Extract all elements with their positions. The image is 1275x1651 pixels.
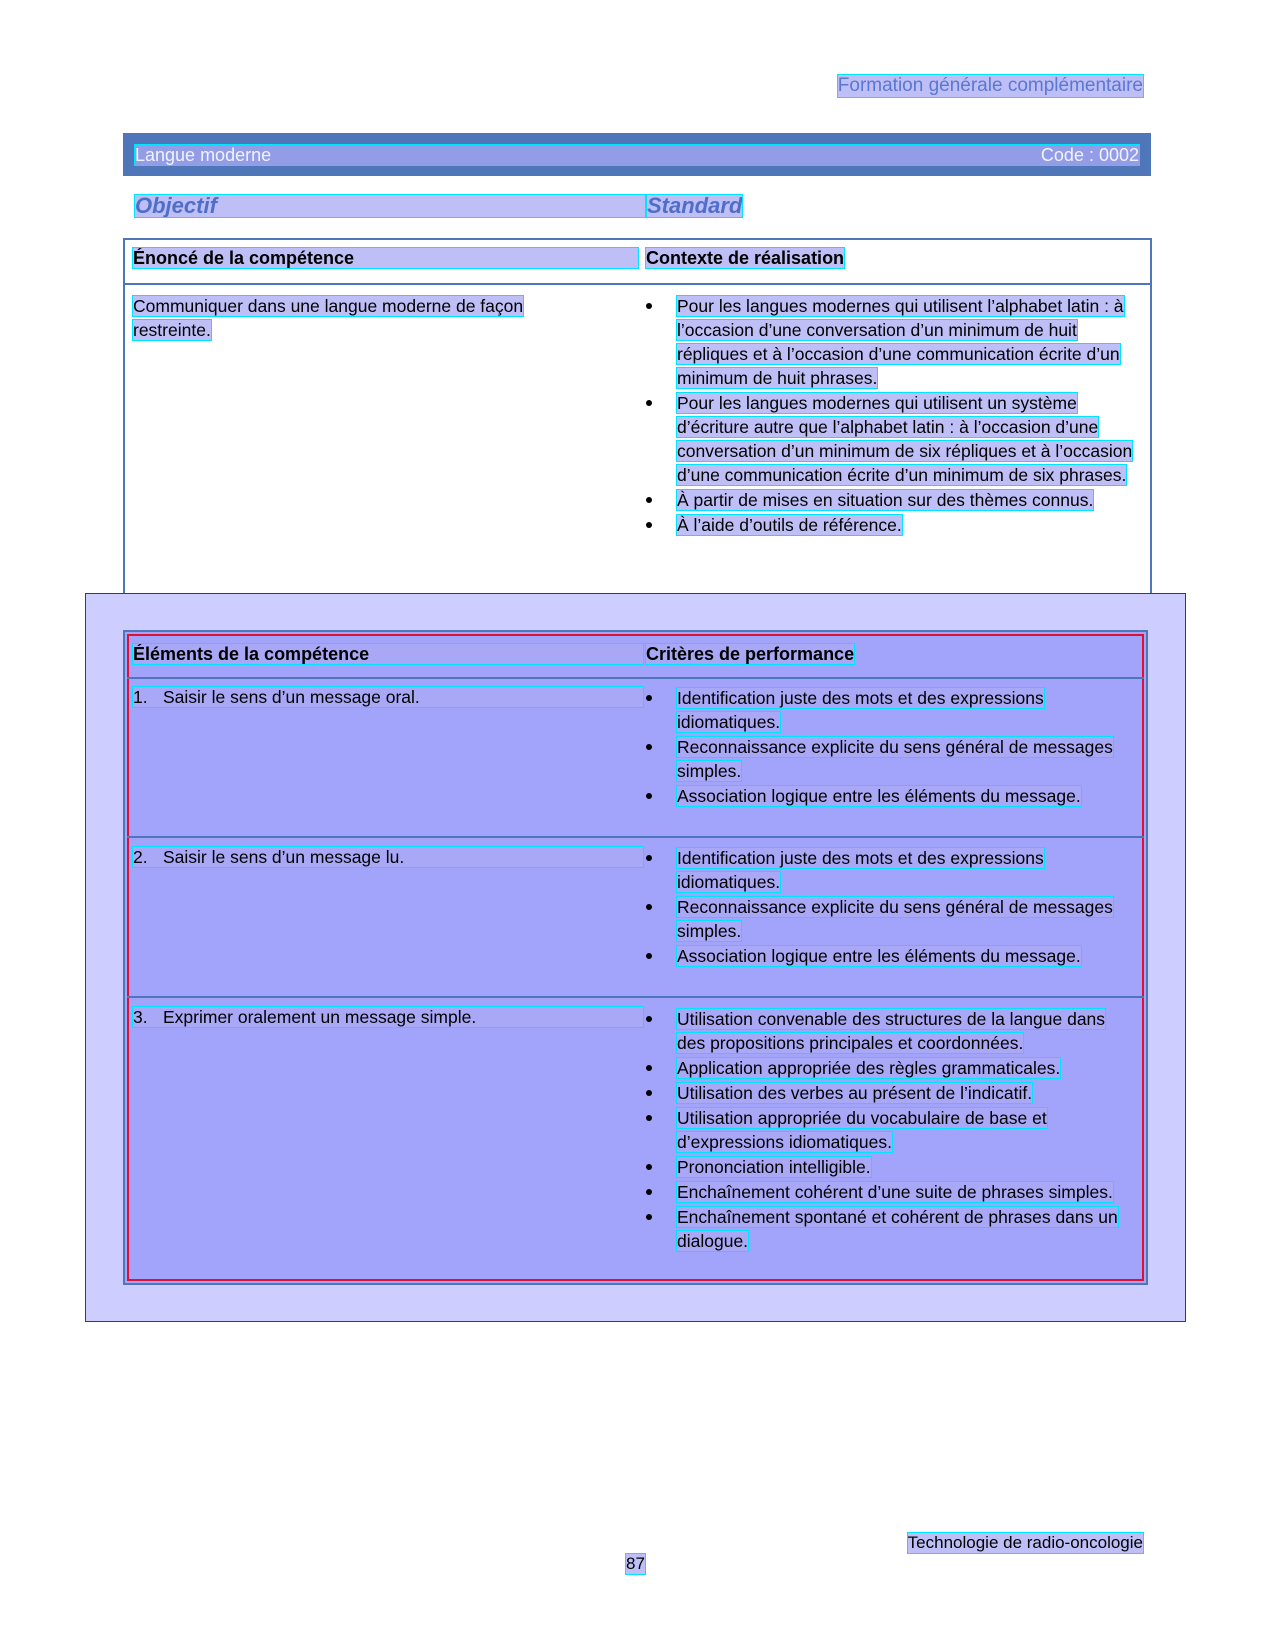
row-divider [127, 996, 1144, 998]
bullet-item [646, 1155, 1136, 1179]
competency-statement: Communiquer dans une langue moderne de façon restreinte. [133, 296, 524, 340]
criteria-list-3 [646, 1007, 1136, 1254]
bullet-text: Pour les langues modernes qui utilisent un système d’écriture autre que l’alphabet latin : à l’occasion d’une conversation d’un minimum de six répliques et à l’occasion d’une communication écrite d’un minimum de six phrases. [677, 393, 1133, 485]
objective-heading: Objectif [135, 195, 645, 217]
bullet-text: Prononciation intelligible. [677, 1157, 871, 1177]
bullet-icon [646, 855, 652, 861]
context-column-header: Contexte de réalisation [646, 248, 845, 268]
page-number: 87 [626, 1554, 645, 1573]
bullet-text: Association logique entre les éléments du message. [677, 946, 1081, 966]
bullet-text: Identification juste des mots et des expressions idiomatiques. [677, 848, 1044, 892]
bullet-icon [646, 400, 652, 406]
subject-label: Langue moderne [135, 145, 1139, 165]
bullet-item [646, 294, 1141, 390]
bullet-text: Utilisation appropriée du vocabulaire de base et d’expressions idiomatiques. [677, 1108, 1047, 1152]
bullet-item [646, 391, 1141, 487]
bullet-text: À partir de mises en situation sur des thèmes connus. [677, 490, 1094, 510]
bullet-text: Application appropriée des règles grammaticales. [677, 1058, 1061, 1078]
code-label: Code : 0002 [1040, 145, 1139, 165]
bullet-icon [646, 695, 652, 701]
bullet-text: Pour les langues modernes qui utilisent l’alphabet latin : à l’occasion d’une conversation d’un minimum de huit répliques et à l’occasion d’une communication écrite d’un minimum de huit phrases. [677, 296, 1124, 388]
bullet-item [646, 1007, 1136, 1055]
footer-program-title: Technologie de radio-oncologie [907, 1533, 1143, 1552]
bullet-icon [646, 953, 652, 959]
bullet-item [646, 895, 1131, 943]
bullet-icon [646, 303, 652, 309]
bullet-text: Enchaînement cohérent d’une suite de phrases simples. [677, 1182, 1113, 1202]
context-list [646, 294, 1141, 538]
bullet-text: Identification juste des mots et des expressions idiomatiques. [677, 688, 1044, 732]
element-1: 1. Saisir le sens d’un message oral. [133, 687, 643, 707]
criteria-column-header: Critères de performance [646, 644, 855, 664]
bullet-icon [646, 744, 652, 750]
element-3: 3. Exprimer oralement un message simple. [133, 1007, 643, 1027]
bullet-item [646, 1081, 1136, 1105]
bullet-item [646, 944, 1131, 968]
subject-bar [123, 133, 1151, 176]
bullet-item [646, 846, 1131, 894]
bullet-text: À l’aide d’outils de référence. [677, 515, 902, 535]
bullet-icon [646, 497, 652, 503]
bullet-item [646, 686, 1131, 734]
criteria-list-1 [646, 686, 1131, 809]
bullet-item [646, 735, 1131, 783]
bullet-icon [646, 1214, 652, 1220]
bullet-text: Association logique entre les éléments du message. [677, 786, 1081, 806]
bullet-icon [646, 1115, 652, 1121]
elements-column-header: Éléments de la compétence [133, 644, 643, 664]
bullet-item [646, 784, 1131, 808]
bullet-icon [646, 904, 652, 910]
bullet-text: Utilisation des verbes au présent de l’indicatif. [677, 1083, 1033, 1103]
header-divider [127, 677, 1144, 679]
bullet-icon [646, 1065, 652, 1071]
bullet-item [646, 1180, 1136, 1204]
bullet-item [646, 513, 1141, 537]
row-divider [127, 836, 1144, 838]
bullet-icon [646, 1016, 652, 1022]
bullet-item [646, 1106, 1136, 1154]
running-header: Formation générale complémentaire [837, 75, 1143, 96]
criteria-list-2 [646, 846, 1131, 969]
bullet-icon [646, 1164, 652, 1170]
bullet-item [646, 488, 1141, 512]
header-divider [125, 283, 1150, 285]
bullet-icon [646, 1090, 652, 1096]
statement-column-header: Énoncé de la compétence [133, 248, 638, 268]
element-2: 2. Saisir le sens d’un message lu. [133, 847, 643, 867]
bullet-item [646, 1056, 1136, 1080]
bullet-text: Utilisation convenable des structures de la langue dans des propositions principales et coordonnées. [677, 1009, 1106, 1053]
bullet-text: Enchaînement spontané et cohérent de phrases dans un dialogue. [677, 1207, 1118, 1251]
bullet-icon [646, 1189, 652, 1195]
bullet-text: Reconnaissance explicite du sens général de messages simples. [677, 897, 1113, 941]
bullet-text: Reconnaissance explicite du sens général de messages simples. [677, 737, 1113, 781]
standard-heading: Standard [647, 193, 743, 218]
bullet-icon [646, 793, 652, 799]
bullet-icon [646, 522, 652, 528]
bullet-item [646, 1205, 1136, 1253]
